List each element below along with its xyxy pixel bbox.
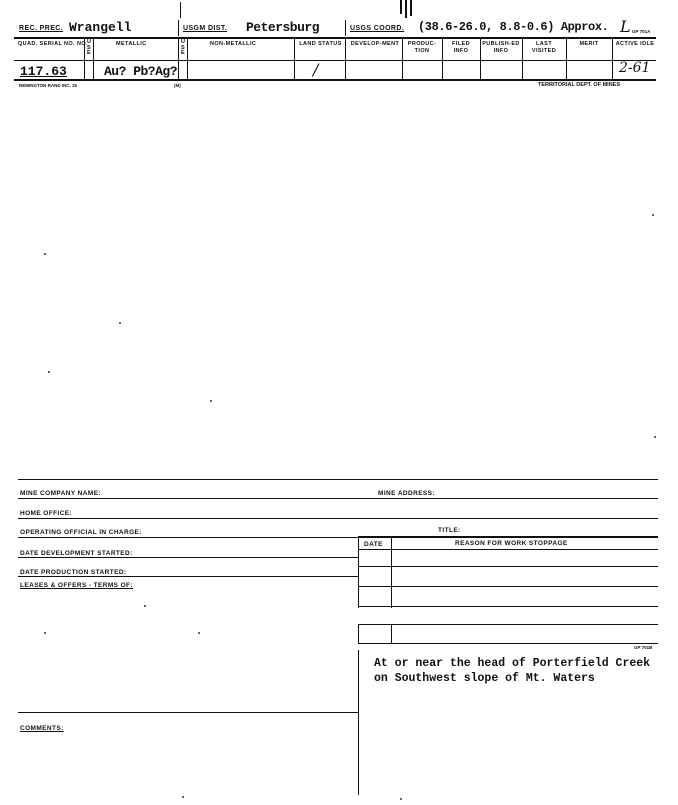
table-rule <box>358 643 658 644</box>
speck <box>654 436 656 438</box>
date-production-label: DATE PRODUCTION STARTED: <box>20 569 127 576</box>
divider <box>442 38 443 79</box>
divider <box>480 38 481 79</box>
record-metallic: Au? Pb?Ag? <box>104 64 178 79</box>
col-production: PRODUC-TION <box>407 41 437 54</box>
col-development: DEVELOP-MENT <box>350 41 400 47</box>
reason-col-label: REASON FOR WORK STOPPAGE <box>455 540 568 547</box>
filing-mark <box>400 0 402 14</box>
divider <box>294 38 295 79</box>
speck <box>198 632 200 634</box>
column-rule <box>14 60 656 61</box>
divider <box>178 38 179 79</box>
printer-code: (M) <box>174 83 181 88</box>
comments-label: COMMENTS: <box>20 725 64 732</box>
divider <box>358 624 359 644</box>
leases-label: LEASES & OFFERS - TERMS OF: <box>20 582 133 589</box>
record-quad-serial: 117.63 <box>20 64 67 79</box>
col-quad-serial: QUAD. SERIAL NO. NO. <box>18 41 88 47</box>
table-rule <box>358 586 658 587</box>
record-rule <box>14 79 656 81</box>
speck <box>144 605 146 607</box>
rec-prec-value: Wrangell <box>69 20 132 35</box>
speck <box>652 214 654 216</box>
table-rule <box>358 606 658 607</box>
dept-name: TERRITORIAL DEPT. OF MINES <box>538 82 620 88</box>
location-line-2: on Southwest slope of Mt. Waters <box>374 672 595 685</box>
divider <box>187 38 188 79</box>
divider <box>358 536 359 608</box>
top-rule <box>18 479 658 480</box>
title-label: TITLE: <box>438 527 461 534</box>
speck <box>44 253 46 255</box>
form-number-bottom: GP 701B <box>634 645 653 650</box>
speck <box>182 796 184 798</box>
divider <box>84 38 85 79</box>
col-non-metallic: NON-METALLIC <box>210 41 257 47</box>
printer-line: REMINGTON RAND INC. 20 <box>19 83 78 88</box>
divider <box>358 650 359 795</box>
col-metallic: METALLIC <box>116 41 147 47</box>
rule <box>18 498 658 499</box>
divider <box>345 20 346 36</box>
record-active-idle: 2-61 <box>619 60 651 76</box>
location-line-1: At or near the head of Porterfield Creek <box>374 657 651 670</box>
header-rule <box>14 37 656 39</box>
usgs-coord-label: USGS COORD. <box>350 25 405 32</box>
divider <box>612 38 613 79</box>
col-published-info: PUBLISH-ED INFO <box>482 41 520 54</box>
divider <box>522 38 523 79</box>
divider <box>402 38 403 79</box>
divider <box>178 20 179 36</box>
divider <box>345 38 346 79</box>
col-last-visited: LAST VISITED <box>531 41 557 54</box>
rule <box>18 518 658 519</box>
table-rule <box>358 566 658 567</box>
speck <box>400 798 402 800</box>
usgm-dist-value: Petersburg <box>246 20 320 35</box>
usgm-dist-label: USGM DIST. <box>183 25 228 32</box>
table-rule <box>358 549 658 550</box>
divider <box>391 624 392 644</box>
form-number-top: GP 701A <box>632 29 651 34</box>
filing-mark <box>180 2 181 18</box>
col-land-status: LAND STATUS <box>299 41 342 47</box>
col-active-idle: ACTIVE IDLE <box>615 41 655 47</box>
divider <box>391 536 392 608</box>
record-land-status: / <box>313 60 319 79</box>
corner-mark: L <box>620 17 631 36</box>
rule <box>18 712 358 713</box>
rec-prec-label: REC. PREC. <box>19 25 64 32</box>
rule <box>18 557 358 558</box>
table-rule <box>358 536 658 538</box>
date-development-label: DATE DEVELOPMENT STARTED: <box>20 550 133 557</box>
speck <box>119 322 121 324</box>
rule <box>18 576 358 577</box>
filing-mark <box>410 0 412 16</box>
date-col-label: DATE <box>364 541 383 548</box>
home-office-label: HOME OFFICE: <box>20 510 73 517</box>
col-use-left: U S E <box>87 39 91 56</box>
table-rule <box>358 624 658 625</box>
filing-mark <box>405 0 407 18</box>
mine-address-label: MINE ADDRESS: <box>378 490 435 497</box>
col-use-right: U S E <box>181 39 185 56</box>
divider <box>93 38 94 79</box>
operating-official-label: OPERATING OFFICIAL IN CHARGE: <box>20 529 142 536</box>
speck <box>48 371 50 373</box>
col-merit: MERIT <box>579 41 599 47</box>
mine-company-label: MINE COMPANY NAME: <box>20 490 101 497</box>
speck <box>210 400 212 402</box>
usgs-coord-value: (38.6-26.0, 8.8-0.6) Approx. <box>418 20 609 34</box>
speck <box>44 632 46 634</box>
divider <box>566 38 567 79</box>
col-filed-info: FILED INFO <box>452 41 470 54</box>
